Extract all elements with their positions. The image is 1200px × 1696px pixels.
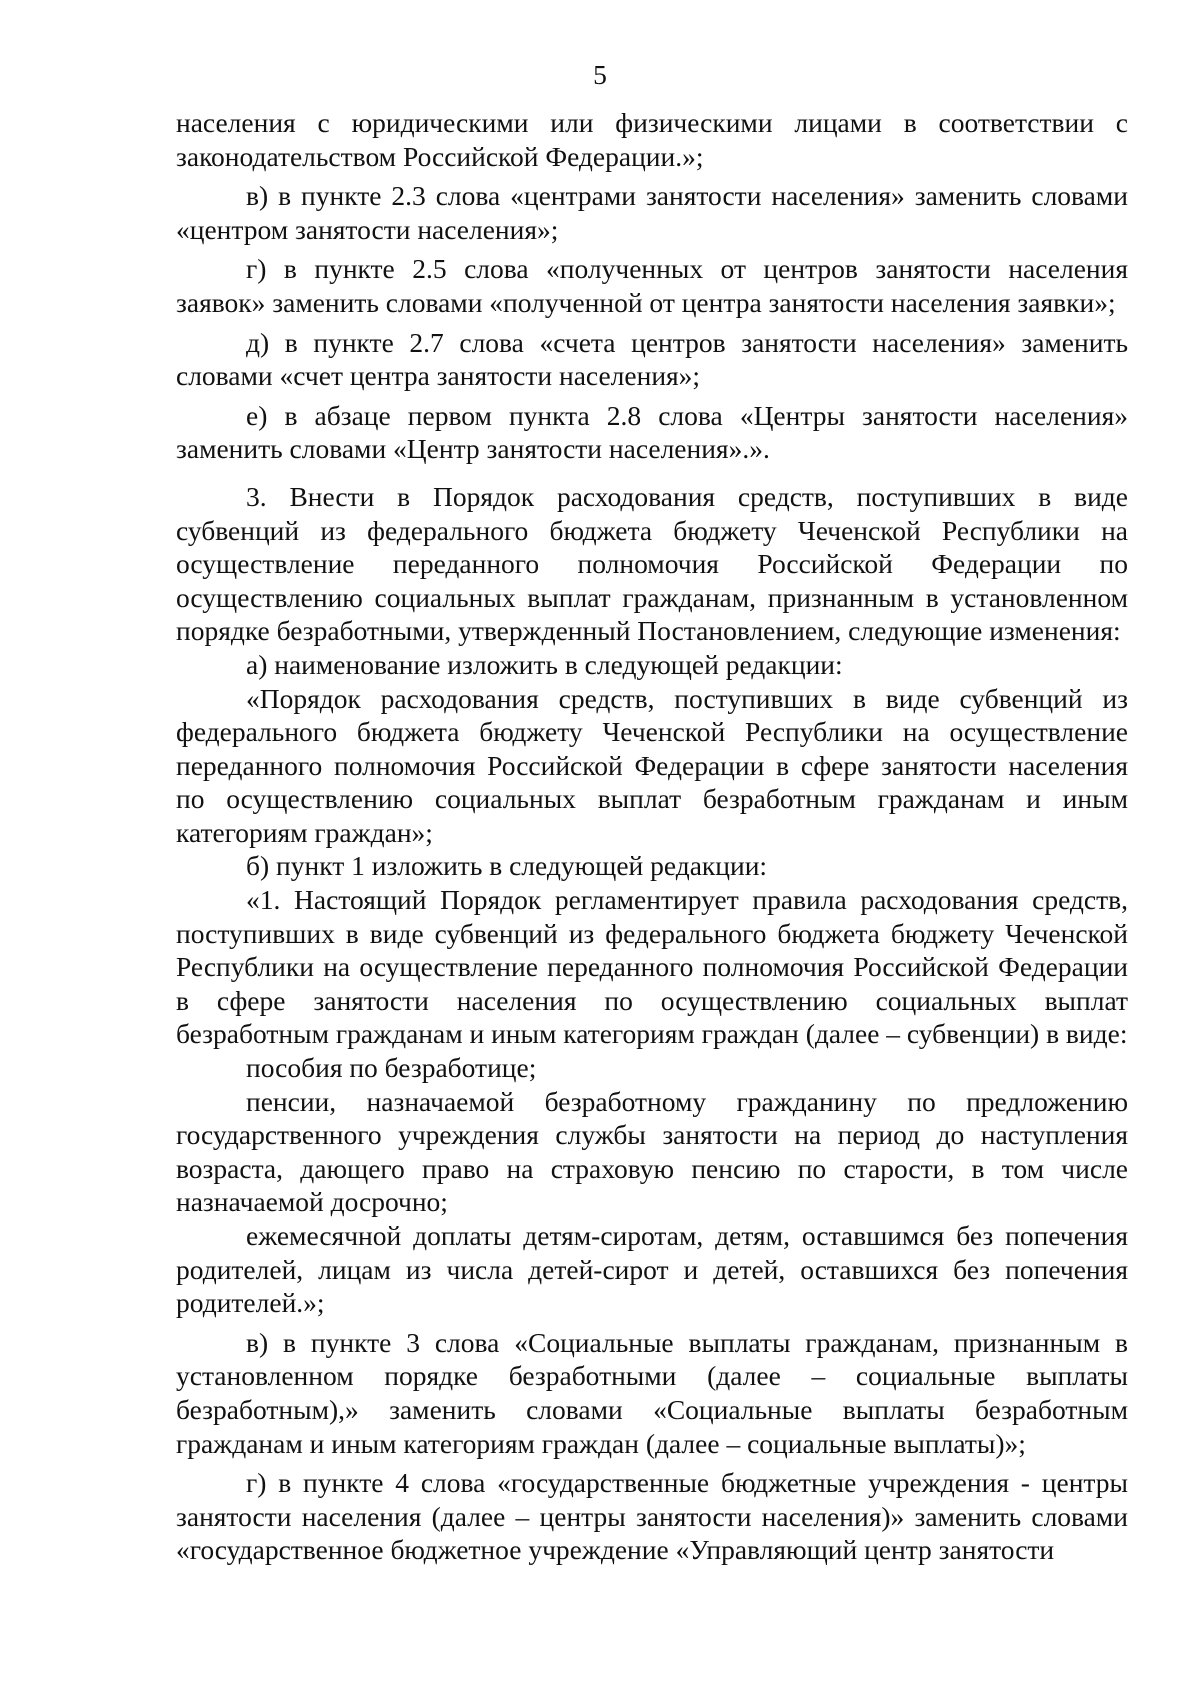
paragraph-item-d: д) в пункте 2.7 слова «счета центров занятости населения» заменить словами «счет центра занятости населения»; xyxy=(176,326,1128,392)
document-body xyxy=(176,106,1128,1567)
paragraph-section-3-b: б) пункт 1 изложить в следующей редакции: xyxy=(246,850,768,882)
paragraph-section-3-a: а) наименование изложить в следующей редакции: xyxy=(246,648,843,680)
paragraph-list-item: пенсии, назначаемой безработному гражданину по предложению государственного учреждения службы занятости на период до наступления возраста, дающего право на страховую пенсию по старости, в том числе назначаемой досрочно; xyxy=(176,1085,1128,1218)
paragraph-item-e: е) в абзаце первом пункта 2.8 слова «Центры занятости населения» заменить словами «Центр занятости населения».». xyxy=(176,399,1128,465)
paragraph-item-g: г) в пункте 2.5 слова «полученных от центров занятости населения заявок» заменить словами «полученной от центра занятости населения заявки»; xyxy=(176,253,1128,318)
paragraph-section-3-a-quote: «Порядок расходования средств, поступивших в виде субвенций из федерального бюджета бюджету Чеченской Республики на осуществление переданного полномочия Российской Федерации в сфере занятости населения по осуществлению социальных выплат безработным гражданам и иным категориям граждан»; xyxy=(176,682,1128,848)
page-number: 5 xyxy=(593,59,607,90)
paragraph-section-3-v: в) в пункте 3 слова «Социальные выплаты гражданам, признанным в установленном порядке безработными (далее – социальные выплаты безработным),» заменить словами «Социальные выплаты безработным гражданам и иным категориям граждан (далее – социальные выплаты)»; xyxy=(176,1326,1128,1459)
paragraph-section-3: 3. Внести в Порядок расходования средств, поступивших в виде субвенций из федерального бюджета бюджету Чеченской Республики на осуществление переданного полномочия Российской Федерации по осуществлению социальных выплат гражданам, признанным в установленном порядке безработными, утвержденный Постановлением, следующие изменения: xyxy=(176,480,1128,647)
paragraph-item-v: в) в пункте 2.3 слова «центрами занятости населения» заменить словами «центром занятости населения»; xyxy=(176,180,1128,245)
paragraph-continuation: населения с юридическими или физическими лицами в соответствии с законодательством Российской Федерации.»; xyxy=(176,107,1128,172)
paragraph-list-item: пособия по безработице; xyxy=(246,1052,537,1084)
paragraph-section-3-b-quote: «1. Настоящий Порядок регламентирует правила расходования средств, поступивших в виде субвенций из федерального бюджета бюджету Чеченской Республики на осуществление переданного полномочия Российской Федерации в сфере занятости населения по осуществлению социальных выплат безработным гражданам и иным категориям граждан (далее – субвенции) в виде: xyxy=(176,884,1128,1050)
paragraph-list-item: ежемесячной доплаты детям-сиротам, детям, оставшимся без попечения родителей, лицам из числа детей-сирот и детей, оставшихся без попечения родителей.»; xyxy=(176,1220,1128,1319)
paragraph-section-3-g: г) в пункте 4 слова «государственные бюджетные учреждения - центры занятости населения (далее – центры занятости населения)» заменить словами «государственное бюджетное учреждение «Управляющий центр занятости xyxy=(176,1467,1128,1566)
